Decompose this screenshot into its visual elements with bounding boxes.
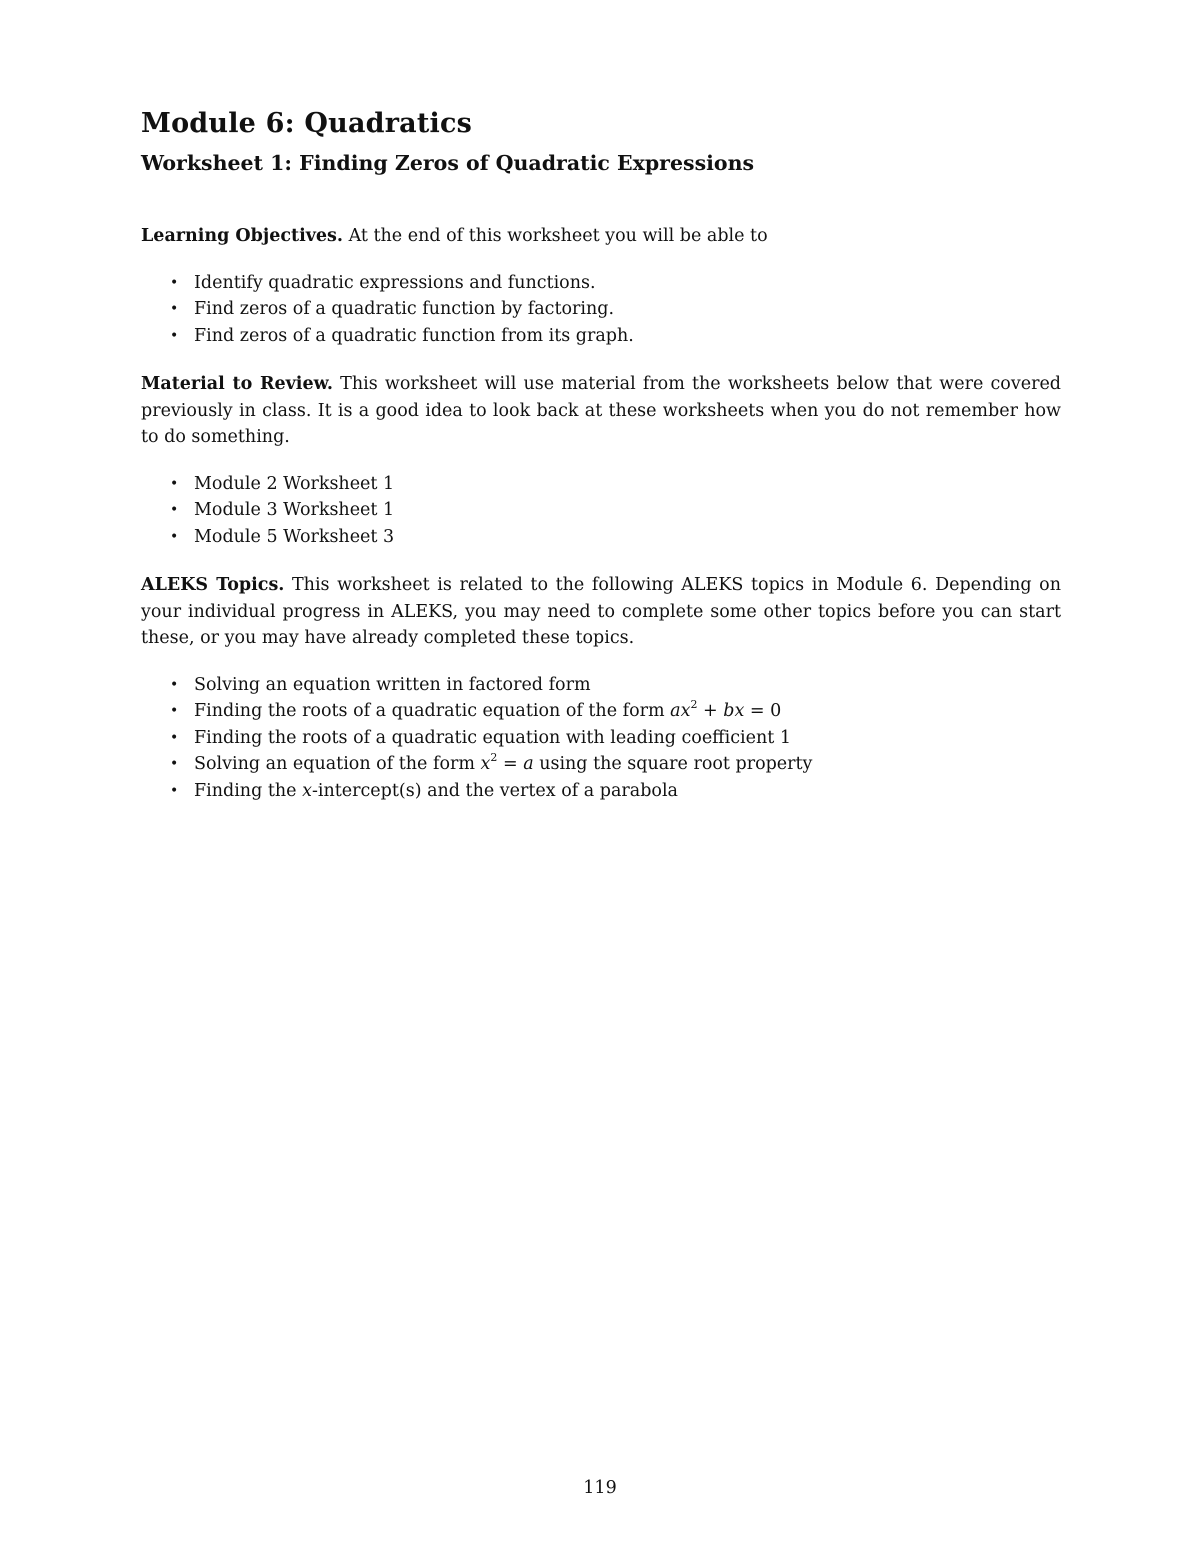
list-item-text: Finding the roots of a quadratic equation of the form [194, 701, 671, 721]
worksheet-title: Worksheet 1: Finding Zeros of Quadratic Expressions [141, 151, 755, 175]
list-item [141, 471, 1061, 498]
math-term: x [480, 754, 491, 774]
list-item-text: Finding the [194, 780, 303, 801]
list-item-text: Solving an equation of the form [194, 754, 481, 774]
aleks-topics-text: This worksheet is related to the following ALEKS topics in Module 6. Depending on your individual progress in ALEKS, you may need to complete some other topics before you can start these, or you may have already completed these topics. [141, 575, 1061, 648]
math-term: ax [670, 701, 691, 721]
bullet-icon: • [170, 301, 179, 317]
list-item [141, 497, 1061, 524]
bullet-icon: • [170, 528, 179, 545]
list-item [141, 778, 1061, 805]
bullet-icon: • [170, 676, 179, 693]
list-item [141, 725, 1061, 752]
learning-objectives-paragraph [141, 223, 1061, 250]
aleks-topics-paragraph [141, 572, 1061, 652]
page-content [141, 106, 1061, 804]
aleks-topics-heading: ALEKS Topics. [141, 575, 285, 595]
list-item-text: Solving an equation written in factored form [194, 674, 591, 695]
learning-objectives-list [141, 270, 1061, 350]
bullet-icon: • [170, 756, 179, 772]
bullet-icon: • [170, 729, 179, 746]
list-item [141, 672, 1061, 699]
list-item [141, 524, 1061, 551]
module-title: Module 6: Quadratics [141, 108, 473, 139]
material-to-review-heading: Material to Review. [141, 374, 333, 394]
material-to-review-text: This worksheet will use material from the worksheets below that were covered previously in class. It is a good idea to look back at these worksheets when you do not remember how to do something. [141, 374, 1062, 447]
bullet-icon: • [170, 327, 179, 344]
learning-objectives-text: At the end of this worksheet you will be able to [343, 226, 768, 246]
list-item-text: using the square root property [533, 754, 813, 774]
math-term: a [523, 754, 534, 774]
learning-objectives-heading: Learning Objectives. [141, 226, 344, 246]
list-item-text: Find zeros of a quadratic function by factoring. [194, 299, 615, 319]
math-exponent: 2 [490, 751, 498, 765]
bullet-icon: • [170, 703, 179, 719]
list-item [141, 751, 1061, 778]
material-to-review-paragraph [141, 371, 1061, 451]
list-item [141, 698, 1061, 725]
list-item-text: Module 2 Worksheet 1 [194, 473, 395, 494]
math-term: x [302, 780, 312, 801]
math-exponent: 2 [690, 698, 698, 712]
list-item [141, 270, 1061, 297]
bullet-icon: • [170, 475, 179, 492]
math-operator: = [497, 754, 524, 774]
list-item-text: Find zeros of a quadratic function from its graph. [194, 325, 634, 346]
list-item-text: Module 3 Worksheet 1 [194, 500, 395, 520]
page-number: 119 [583, 1478, 617, 1498]
aleks-topics-list [141, 672, 1061, 805]
list-item-text: Identify quadratic expressions and functions. [194, 272, 596, 293]
list-item [141, 323, 1061, 350]
math-operator: = 0 [744, 701, 782, 721]
list-item-text: -intercept(s) and the vertex of a parabola [311, 780, 678, 801]
math-operator: + [697, 701, 724, 721]
math-term: bx [723, 701, 745, 721]
list-item [141, 296, 1061, 323]
list-item-text: Module 5 Worksheet 3 [194, 526, 395, 547]
material-to-review-list [141, 471, 1061, 551]
bullet-icon: • [170, 274, 179, 291]
bullet-icon: • [170, 502, 179, 518]
list-item-text: Finding the roots of a quadratic equation with leading coefficient 1 [194, 727, 791, 748]
bullet-icon: • [170, 782, 179, 799]
